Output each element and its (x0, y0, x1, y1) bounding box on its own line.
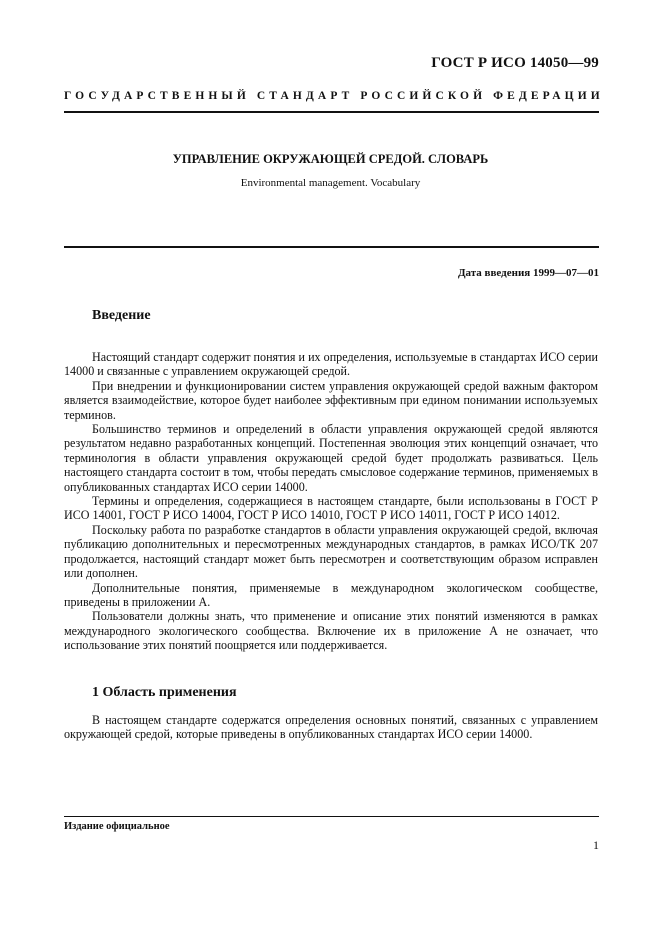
document-number: ГОСТ Р ИСО 14050—99 (431, 55, 599, 71)
paragraph: Настоящий стандарт содержит понятия и их определения, используемые в стандартах ИСО серии 14000 и связанные с управлением окружающей средой. (64, 350, 598, 379)
document-subtitle-en: Environmental management. Vocabulary (240, 177, 421, 189)
paragraph: При внедрении и функционировании систем управления окружающей средой важным фактором является взаимодействие, которое будет наиболее эффективным при едином понимании используемых терминов. (64, 378, 598, 422)
page-number: 1 (593, 838, 599, 852)
edition-note: Издание официальное (64, 821, 170, 832)
paragraph: Поскольку работа по разработке стандартов в области управления окружающей средой, включая публикацию дополнительных и пересмотренных международных стандартов, в рамках ИСО/ТК 207 продолжается, настоящий стандарт может быть пересмотрен и соответствующим образом исправлен или дополнен. (64, 522, 598, 581)
paragraph: Пользователи должны знать, что применение и описание этих понятий изменяются в рамках международного экологического сообщества. Включение их в приложение А не означает, что использование этих понятий поощряется или поддерживается. (64, 609, 598, 653)
paragraph: Большинство терминов и определений в области управления окружающей средой являются результатом недавно разработанных концепций. Постепенная эволюция этих концепций означает, что терминология в области управления окружающей средой будет продолжать развиваться. Цель настоящего стандарта состоит в том, чтобы передать смысловое содержание терминов, применяемых в опубликованных стандартах ИСО серии 14000. (64, 422, 598, 494)
effective-date: Дата введения 1999—07—01 (457, 267, 599, 279)
top-divider (64, 111, 599, 113)
footer-divider (64, 816, 599, 817)
paragraph: Дополнительные понятия, применяемые в международном экологическом сообществе, приведены в приложении А. (64, 580, 598, 609)
state-standard-banner: ГОСУДАРСТВЕННЫЙ СТАНДАРТ РОССИЙСКОЙ ФЕДЕРАЦИИ (64, 90, 604, 102)
section-1-body (64, 713, 598, 742)
paragraph: В настоящем стандарте содержатся определения основных понятий, связанных с управлением окружающей средой, которые приведены в опубликованных стандартах ИСО серии 14000. (64, 713, 598, 742)
introduction-body (64, 350, 598, 653)
introduction-heading: Введение (92, 308, 151, 323)
section-1-heading: 1 Область применения (92, 685, 237, 700)
title-divider (64, 246, 599, 248)
paragraph: Термины и определения, содержащиеся в настоящем стандарте, были использованы в ГОСТ Р ИСО 14001, ГОСТ Р ИСО 14004, ГОСТ Р ИСО 14010, ГОСТ Р ИСО 14011, ГОСТ Р ИСО 14012. (64, 494, 598, 523)
document-title: УПРАВЛЕНИЕ ОКРУЖАЮЩЕЙ СРЕДОЙ. СЛОВАРЬ (172, 152, 489, 166)
